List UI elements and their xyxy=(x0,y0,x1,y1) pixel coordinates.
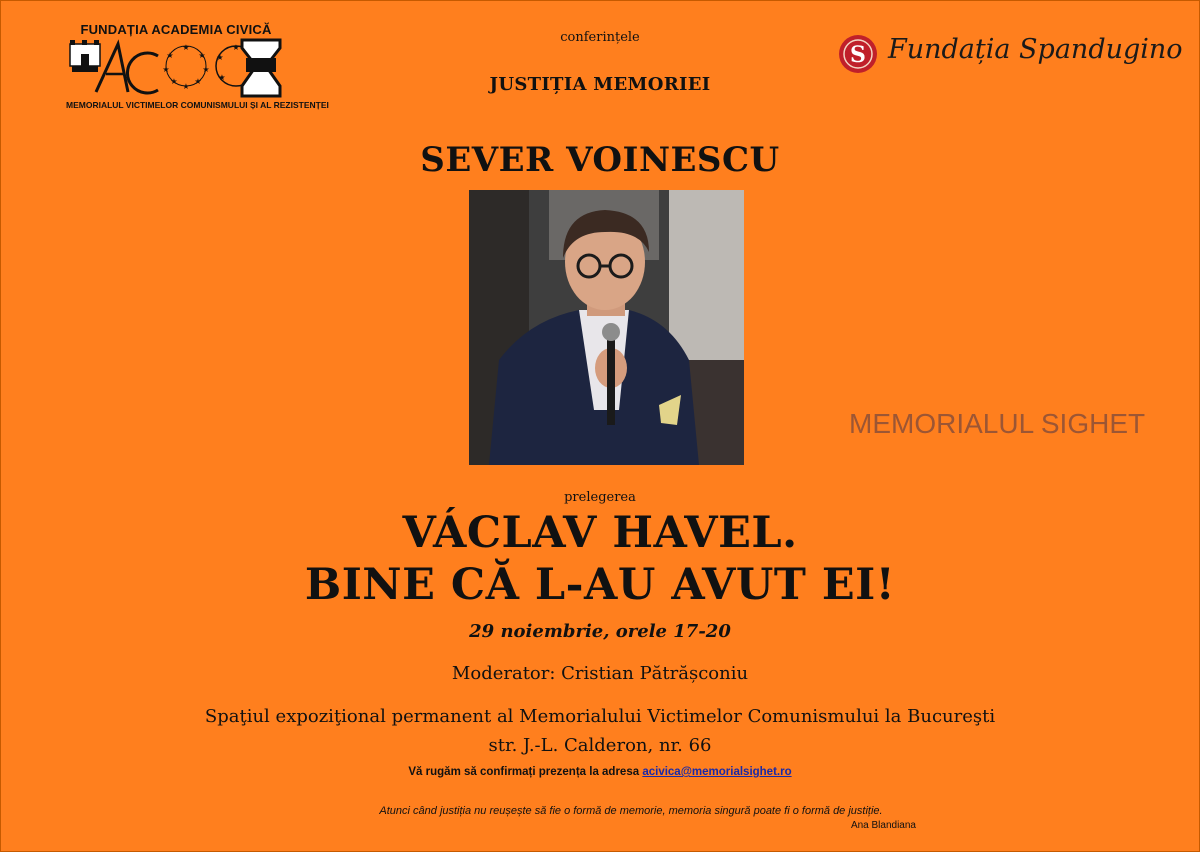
svg-text:★: ★ xyxy=(218,73,226,82)
lecture-title-line1: VÁCLAV HAVEL. xyxy=(402,508,798,558)
lecture-title-line2: BINE CĂ L-AU AVUT EI! xyxy=(304,560,896,610)
moderator: Moderator: Cristian Pătrășconiu xyxy=(451,663,749,684)
lecture-label: prelegerea xyxy=(564,490,636,505)
logo-left-title: FUNDAȚIA ACADEMIA CIVICĂ xyxy=(80,22,272,37)
event-date: 29 noiembrie, orele 17-20 xyxy=(469,621,731,642)
quote-text: Atunci când justiția nu reușește să fie o formă de memorie, memoria singură poate fi o formă de justiție. xyxy=(379,805,883,817)
conference-label: conferințele xyxy=(560,30,640,45)
svg-text:★: ★ xyxy=(162,65,170,74)
spandugino-name: Fundația Spandugino xyxy=(888,34,1183,65)
speaker-photo xyxy=(469,190,744,465)
rsvp-text: Vă rugăm să confirmați prezența la adresa xyxy=(408,766,640,778)
svg-text:★: ★ xyxy=(194,77,202,86)
rsvp-line xyxy=(0,766,1200,778)
rsvp-email-link[interactable]: acivica@memorialsighet.ro xyxy=(642,766,792,778)
svg-text:★: ★ xyxy=(198,51,206,60)
svg-text:★: ★ xyxy=(166,51,174,60)
svg-text:★: ★ xyxy=(202,65,210,74)
svg-text:S: S xyxy=(850,42,866,68)
svg-text:★: ★ xyxy=(216,53,224,62)
conference-series-title: JUSTIȚIA MEMORIEI xyxy=(489,74,711,95)
svg-text:★: ★ xyxy=(232,43,240,52)
svg-text:★: ★ xyxy=(182,82,190,91)
watermark-text: MEMORIALUL SIGHET xyxy=(849,408,1146,439)
venue-place: Spaţiul expoziţional permanent al Memorialului Victimelor Comunismului la Bucureşti xyxy=(204,706,996,727)
svg-text:★: ★ xyxy=(170,77,178,86)
logo-left-subtitle: MEMORIALUL VICTIMELOR COMUNISMULUI ȘI AL REZISTENȚEI xyxy=(66,100,329,110)
venue-address: str. J.-L. Calderon, nr. 66 xyxy=(488,735,712,756)
speaker-name: SEVER VOINESCU xyxy=(420,140,780,180)
svg-text:★: ★ xyxy=(182,43,190,52)
quote-author: Ana Blandiana xyxy=(850,820,916,831)
